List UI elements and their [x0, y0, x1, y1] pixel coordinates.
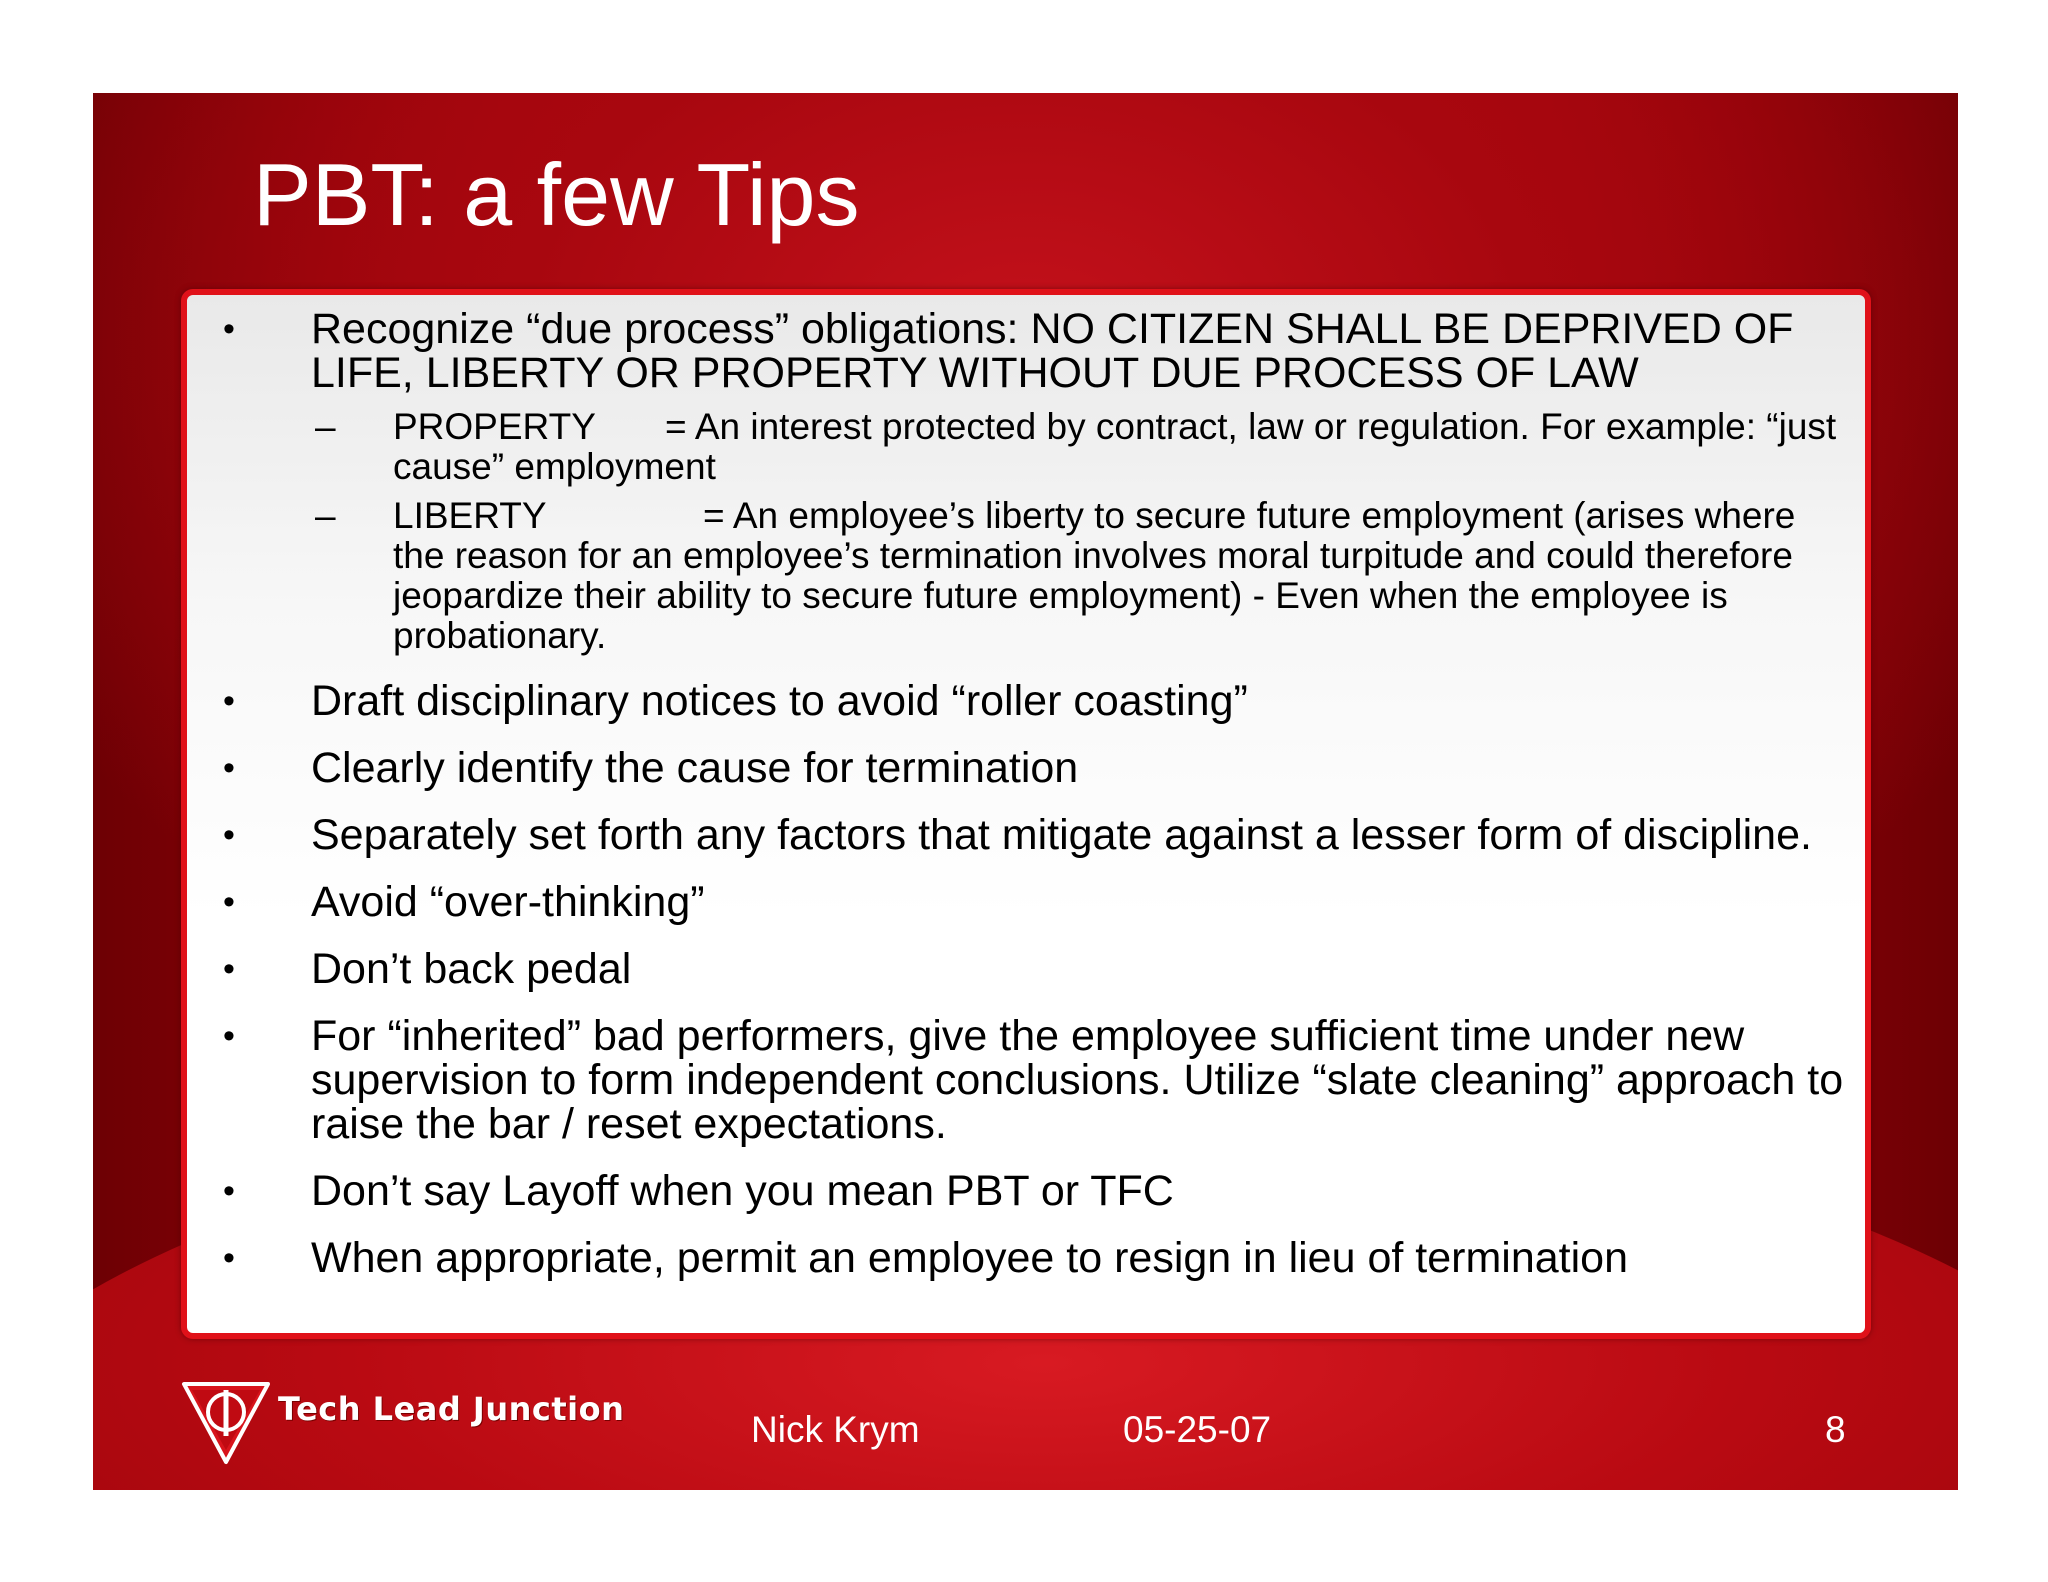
tip-text: Don’t back pedal — [311, 945, 632, 993]
bullet-icon: • — [223, 749, 235, 787]
tip-item — [211, 307, 1851, 656]
sub-item-liberty — [211, 496, 1851, 656]
tip-text: Draft disciplinary notices to avoid “roller coasting” — [311, 677, 1248, 725]
tip-text: Separately set forth any factors that mitigate against a lesser form of discipline. — [311, 811, 1812, 859]
dash-icon: – — [315, 495, 336, 536]
bullet-icon: • — [223, 1017, 235, 1055]
shield-triangle-logo-icon — [178, 1378, 274, 1468]
bullet-icon: • — [223, 816, 235, 854]
tip-item — [211, 813, 1851, 857]
footer-author: Nick Krym — [751, 1409, 920, 1450]
page-number: 8 — [1825, 1409, 1846, 1450]
tip-text: Don’t say Layoff when you mean PBT or TFC — [311, 1167, 1174, 1215]
sub-term: PROPERTY — [393, 406, 596, 447]
tip-item — [211, 746, 1851, 790]
tip-text: Clearly identify the cause for termination — [311, 744, 1079, 792]
tip-text: Recognize “due process” obligations: NO CITIZEN SHALL BE DEPRIVED OF LIFE, LIBERTY OR PROPERTY WITHOUT DUE PROCESS OF LAW — [311, 305, 1794, 397]
sub-definition: = An employee’s liberty to secure future employment (arises where the reason for an employee’s termination involves moral turpitude and could therefore jeopardize their ability to secure future employment) - Even when the employee is probationary. — [393, 495, 1796, 656]
sub-term: LIBERTY — [393, 495, 547, 536]
slide — [93, 93, 1958, 1490]
slide-title: PBT: a few Tips — [253, 145, 860, 244]
bullet-icon: • — [223, 950, 235, 988]
tip-item — [211, 679, 1851, 723]
bullet-icon: • — [223, 682, 235, 720]
sub-definition: = An interest protected by contract, law or regulation. For example: “just cause” employment — [393, 406, 1837, 487]
sub-item-property — [211, 407, 1851, 487]
bullet-icon: • — [223, 310, 235, 348]
tip-text: When appropriate, permit an employee to resign in lieu of termination — [311, 1234, 1628, 1282]
tip-text: For “inherited” bad performers, give the employee sufficient time under new supervision to form independent conclusions. Utilize “slate cleaning” approach to raise the bar / reset expectations. — [311, 1012, 1844, 1148]
tip-item — [211, 880, 1851, 924]
company-logo — [178, 1378, 625, 1468]
tip-item — [211, 1169, 1851, 1213]
bullet-icon: • — [223, 1239, 235, 1277]
sub-list — [311, 407, 1851, 656]
dash-icon: – — [315, 406, 336, 447]
tip-text: Avoid “over-thinking” — [311, 878, 705, 926]
footer-date: 05-25-07 — [1123, 1409, 1272, 1450]
bullet-icon: • — [223, 1172, 235, 1210]
tip-item — [211, 1014, 1851, 1146]
tips-list — [211, 307, 1851, 1303]
tip-item — [211, 947, 1851, 991]
bullet-icon: • — [223, 883, 235, 921]
content-panel — [181, 289, 1871, 1339]
tip-item — [211, 1236, 1851, 1280]
logo-text: Tech Lead Junction — [278, 1390, 625, 1428]
